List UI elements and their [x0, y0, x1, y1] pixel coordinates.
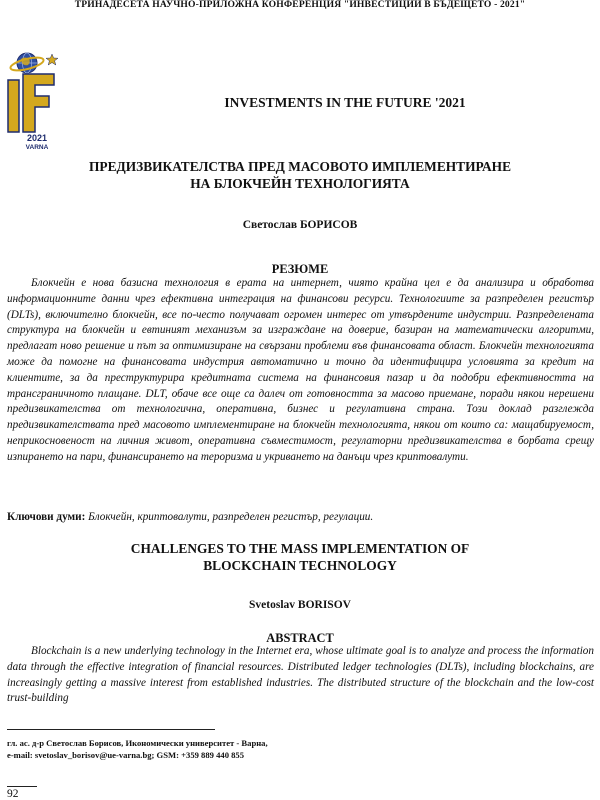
logo-year: 2021 — [26, 133, 48, 143]
conference-title: INVESTMENTS IN THE FUTURE '2021 — [224, 95, 466, 110]
logo-letter-f — [23, 74, 54, 132]
author-name-bg: Светослав БОРИСОВ — [242, 219, 358, 231]
paper-title-bg-line1: ПРЕДИЗВИКАТЕЛСТВА ПРЕД МАСОВОТО ИМПЛЕМЕНТИРАНЕ — [88, 159, 512, 174]
paper-title-bg — [20, 158, 580, 192]
star-icon — [46, 54, 58, 65]
abstract-heading-en: ABSTRACT — [266, 631, 334, 645]
keywords-label: Ключови думи: — [7, 511, 86, 523]
keywords-text: Блокчейн, криптовалути, разпределен регистър, регулации. — [88, 511, 374, 523]
logo-city: VARNA — [25, 144, 49, 150]
footnote-divider — [7, 729, 215, 730]
abstract-text-en: Blockchain is a new underlying technology in the Internet era, whose ultimate goal is to analyze and process the information data through the effective integration of financial resources. Distributed ledger technologies (DLTs), including blockchains, are increasingly getting a massive interest from established industries. The distributed structure of the blockchain and the low-cost trust-building — [7, 645, 594, 705]
author-name-en: Svetoslav BORISOV — [249, 599, 351, 611]
abstract-heading-bg: РЕЗЮМЕ — [271, 262, 329, 276]
running-head: ТРИНАДЕСЕТА НАУЧНО-ПРИЛОЖНА КОНФЕРЕНЦИЯ "ИНВЕСТИЦИИ В БЪДЕЩЕТО - 2021" — [74, 0, 526, 10]
paper-title-en-line2: BLOCKCHAIN TECHNOLOGY — [203, 558, 397, 573]
conference-logo — [4, 50, 66, 150]
abstract-text-bg: Блокчейн е нова базисна технология в ерата на интернет, чиято крайна цел е да анализира и обработва информационните данни чрез ефективна интеграция на финансови ресурси. Технологиите за разпределен регистър (DLTs), включително блокчейн, все по-често получават огромен интерес от утвърдените индустрии. Разпределената структура на блокчейн и евтиният механизъм за изграждане на доверие, базиран на математически алгоритми, предлагат ново решение и път за оптимизиране на свързани проблеми във финансовата област. Блокчейн технологията може да помогне на финансовата индустрия автоматично и точно да идентифицира условията за кредит на клиентите, за да преструктурира кредитната система на финансовия пазар и да подобри ефективността на трансграничното плащане. DLT, обаче все още са далеч от готовността за масово приемане, поради някои нерешени предизвикателства от технологична, оперативна, бизнес и регулативна страна. Този доклад разглежда предизвикателствата пред масовото имплементиране на блокчейн технологията, някои от които са: мащабируемост, неприкосновеност на личния живот, оперативна съвместимост, регулаторни предизвикателства в борбата срещу изпирането на пари, финансирането на тероризма и укриването на данъци чрез криптовалути. — [7, 277, 594, 463]
page-number-divider — [7, 786, 37, 787]
keywords-bg — [7, 510, 594, 524]
footnote-affiliation: гл. ас. д-р Светослав Борисов, Икономически университет - Варна, — [7, 738, 268, 748]
footnote-contact: e-mail: svetoslav_borisov@ue-varna.bg; GSM: +359 889 440 855 — [7, 750, 245, 760]
paper-title-en-line1: CHALLENGES TO THE MASS IMPLEMENTATION OF — [130, 541, 470, 556]
paper-title-en — [20, 540, 580, 574]
page-number: 92 — [7, 788, 19, 800]
paper-title-bg-line2: НА БЛОКЧЕЙН ТЕХНОЛОГИЯТА — [190, 176, 410, 191]
logo-letter-i — [8, 80, 19, 132]
